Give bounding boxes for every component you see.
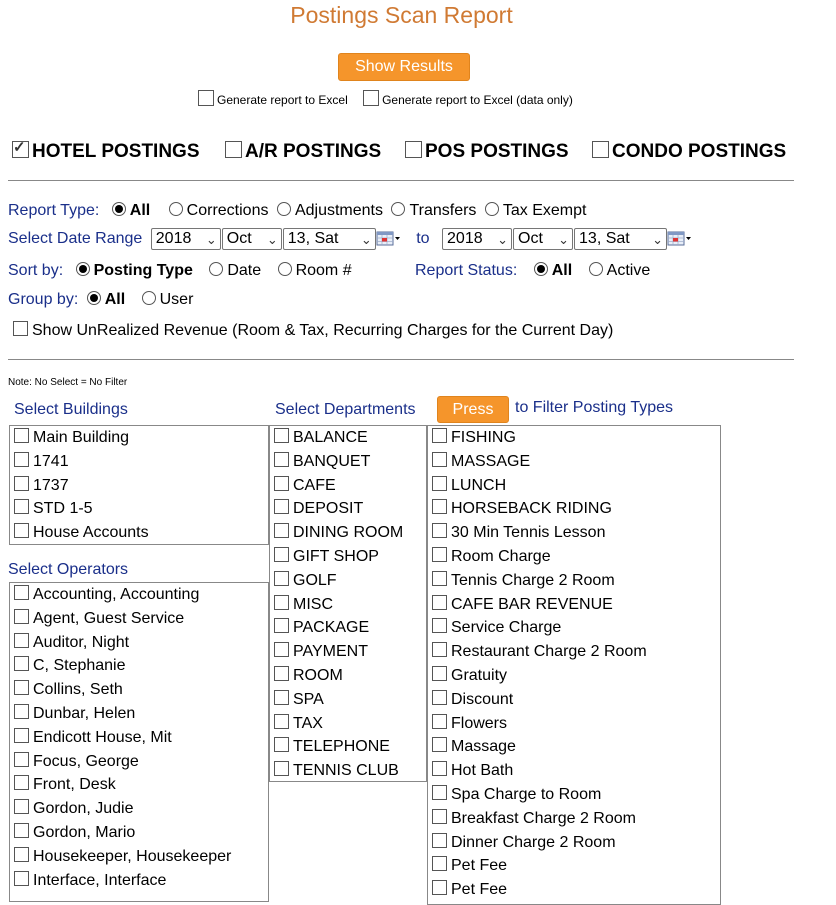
list-item-checkbox[interactable] <box>14 823 29 838</box>
list-item-label: CAFE BAR REVENUE <box>451 595 613 613</box>
list-item-checkbox[interactable] <box>14 728 29 743</box>
list-item-label: Auditor, Night <box>33 633 130 651</box>
list-item[interactable] <box>270 735 426 759</box>
from-month-select[interactable]: Oct ⌄ <box>222 228 282 250</box>
list-item[interactable] <box>270 664 426 688</box>
list-item[interactable] <box>270 616 426 640</box>
from-year-select[interactable]: 2018 ⌄ <box>151 228 221 250</box>
list-item-checkbox[interactable] <box>432 547 447 562</box>
list-item-checkbox[interactable] <box>14 476 29 491</box>
list-item-checkbox[interactable] <box>432 833 447 848</box>
list-item-label: Discount <box>451 690 514 708</box>
list-item-checkbox[interactable] <box>274 476 289 491</box>
list-item[interactable] <box>428 664 720 688</box>
report-type-all[interactable]: All <box>112 202 150 219</box>
report-status-label: Report Status: <box>415 262 518 279</box>
list-item[interactable] <box>270 545 426 569</box>
list-item-label: TAX <box>293 714 323 732</box>
list-item-checkbox[interactable] <box>432 690 447 705</box>
list-item[interactable] <box>428 783 720 807</box>
list-item[interactable] <box>270 569 426 593</box>
list-item-label: Housekeeper, Housekeeper <box>33 847 232 865</box>
radio-transfers[interactable] <box>391 202 405 216</box>
list-item-label: BALANCE <box>293 429 368 446</box>
radio-room[interactable] <box>278 262 292 276</box>
list-item[interactable] <box>10 702 268 726</box>
list-item-label: GIFT SHOP <box>293 547 379 565</box>
list-item-label: MASSAGE <box>451 452 531 470</box>
list-item-checkbox[interactable] <box>432 428 447 443</box>
list-item-checkbox[interactable] <box>14 704 29 719</box>
unrealized-checkbox[interactable] <box>13 321 28 336</box>
pos-postings-option[interactable]: POS POSTINGS <box>405 141 569 163</box>
list-item-checkbox[interactable] <box>432 761 447 776</box>
hotel-postings-checkbox[interactable] <box>12 141 29 158</box>
list-item[interactable] <box>10 631 268 655</box>
hotel-postings-option[interactable]: ✓HOTEL POSTINGS <box>12 141 200 163</box>
list-item-checkbox[interactable] <box>274 452 289 467</box>
list-item[interactable] <box>10 583 268 607</box>
radio-posting-type[interactable] <box>76 262 90 276</box>
list-item-label: HORSEBACK RIDING <box>451 500 612 518</box>
chevron-down-icon: ⌄ <box>205 232 217 247</box>
divider <box>8 180 794 181</box>
report-type-tax-exempt[interactable]: Tax Exempt <box>485 202 587 219</box>
list-item-checkbox[interactable] <box>432 476 447 491</box>
list-item-label: Pet Fee <box>451 881 508 899</box>
excel-data-only-checkbox[interactable] <box>363 90 379 106</box>
list-item-label: Collins, Seth <box>33 681 123 699</box>
list-item-label: Agent, Guest Service <box>33 609 185 627</box>
list-item-label: DEPOSIT <box>293 500 364 518</box>
sort-by-label: Sort by: <box>8 262 64 279</box>
list-item[interactable] <box>428 688 720 712</box>
list-item[interactable] <box>428 593 720 617</box>
report-type-transfers[interactable]: Transfers <box>391 202 476 219</box>
list-item-label: Massage <box>451 738 516 756</box>
list-item[interactable] <box>428 831 720 855</box>
to-day-select[interactable]: 13, Sat ⌄ <box>574 228 667 250</box>
list-item-checkbox[interactable] <box>274 642 289 657</box>
list-item[interactable] <box>10 869 268 893</box>
list-item-checkbox[interactable] <box>274 737 289 752</box>
list-item[interactable] <box>10 845 268 869</box>
list-item-label: 1741 <box>33 452 69 470</box>
list-item-checkbox[interactable] <box>432 856 447 871</box>
divider <box>8 359 794 360</box>
report-type-corrections[interactable]: Corrections <box>169 202 269 219</box>
radio-all[interactable] <box>112 202 126 216</box>
list-item[interactable] <box>10 821 268 845</box>
group-all[interactable]: All <box>87 291 125 308</box>
chevron-down-icon: ⌄ <box>558 232 570 247</box>
radio-date[interactable] <box>209 262 223 276</box>
group-by-label: Group by: <box>8 291 79 308</box>
list-item[interactable] <box>10 678 268 702</box>
condo-postings-option[interactable]: CONDO POSTINGS <box>592 141 786 163</box>
list-item-checkbox[interactable] <box>14 775 29 790</box>
list-item-checkbox[interactable] <box>432 452 447 467</box>
list-item-checkbox[interactable] <box>432 571 447 586</box>
to-year-select[interactable]: 2018 ⌄ <box>442 228 512 250</box>
list-item[interactable] <box>270 497 426 521</box>
date-range-label: Select Date Range <box>8 230 143 247</box>
list-item-label: House Accounts <box>33 524 149 542</box>
list-item-label: Service Charge <box>451 619 562 637</box>
list-item-label: MISC <box>293 595 333 613</box>
pos-postings-checkbox[interactable] <box>405 141 422 158</box>
radio-group-user[interactable] <box>142 291 156 305</box>
list-item-label: Endicott House, Mit <box>33 728 172 746</box>
list-item-checkbox[interactable] <box>274 761 289 776</box>
list-item[interactable] <box>10 474 268 498</box>
list-item-checkbox[interactable] <box>14 609 29 624</box>
list-item[interactable] <box>428 735 720 759</box>
postings-selector <box>12 141 812 165</box>
list-item-checkbox[interactable] <box>274 499 289 514</box>
excel-option[interactable]: Generate report to Excel <box>198 93 348 107</box>
list-item[interactable] <box>270 688 426 712</box>
list-item-label: LUNCH <box>451 476 507 494</box>
calendar-icon[interactable] <box>376 231 400 247</box>
list-item-label: Restaurant Charge 2 Room <box>451 643 647 661</box>
list-item-checkbox[interactable] <box>274 690 289 705</box>
sort-posting-type[interactable]: Posting Type <box>76 262 193 279</box>
chevron-down-icon: ⌄ <box>497 232 509 247</box>
buildings-list[interactable] <box>9 425 269 545</box>
sort-by-row <box>8 262 352 280</box>
list-item-checkbox[interactable] <box>274 595 289 610</box>
list-item-checkbox[interactable] <box>432 785 447 800</box>
list-item-checkbox[interactable] <box>432 499 447 514</box>
list-item-checkbox[interactable] <box>14 499 29 514</box>
list-item-checkbox[interactable] <box>14 633 29 648</box>
list-item[interactable] <box>10 450 268 474</box>
list-item[interactable] <box>428 521 720 545</box>
list-item-label: Room Charge <box>451 547 551 565</box>
list-item-checkbox[interactable] <box>432 642 447 657</box>
chevron-down-icon: ⌄ <box>266 232 278 247</box>
chevron-down-icon: ⌄ <box>360 232 372 247</box>
list-item-checkbox[interactable] <box>274 523 289 538</box>
list-item[interactable] <box>428 426 720 450</box>
list-item[interactable] <box>10 497 268 521</box>
list-item-checkbox[interactable] <box>274 618 289 633</box>
list-item-label: Breakfast Charge 2 Room <box>451 809 636 827</box>
list-item[interactable] <box>428 854 720 878</box>
list-item-checkbox[interactable] <box>274 714 289 729</box>
list-item-checkbox[interactable] <box>432 714 447 729</box>
list-item-label: Accounting, Accounting <box>33 586 200 603</box>
list-item-label: Interface, Interface <box>33 871 167 889</box>
list-item-checkbox[interactable] <box>432 809 447 824</box>
list-item-label: SPA <box>293 690 324 708</box>
group-user[interactable]: User <box>142 291 194 308</box>
excel-options <box>198 90 585 107</box>
list-item-checkbox[interactable] <box>14 847 29 862</box>
ar-postings-option[interactable]: A/R POSTINGS <box>225 141 381 163</box>
list-item-checkbox[interactable] <box>274 571 289 586</box>
filter-note: Note: No Select = No Filter <box>8 377 128 388</box>
list-item[interactable] <box>10 750 268 774</box>
radio-status-all[interactable] <box>534 262 548 276</box>
list-item-label: Hot Bath <box>451 762 514 780</box>
list-item[interactable] <box>270 759 426 782</box>
posting-types-list[interactable] <box>427 425 721 905</box>
from-day-select[interactable]: 13, Sat ⌄ <box>283 228 376 250</box>
buildings-header: Select Buildings <box>14 401 128 418</box>
chevron-down-icon: ⌄ <box>652 232 664 247</box>
status-active[interactable]: Active <box>589 262 651 279</box>
list-item-label: Front, Desk <box>33 776 116 794</box>
list-item-label: Spa Charge to Room <box>451 785 602 803</box>
list-item[interactable] <box>10 607 268 631</box>
list-item-label: Main Building <box>33 429 130 446</box>
list-item-checkbox[interactable] <box>14 799 29 814</box>
list-item-label: BANQUET <box>293 452 371 470</box>
list-item[interactable] <box>10 726 268 750</box>
list-item-label: Flowers <box>451 714 508 732</box>
list-item-label: DINING ROOM <box>293 524 404 542</box>
list-item-label: 1737 <box>33 476 69 494</box>
excel-checkbox[interactable] <box>198 90 214 106</box>
list-item-label: C, Stephanie <box>33 657 126 675</box>
list-item-checkbox[interactable] <box>14 523 29 538</box>
list-item[interactable] <box>428 474 720 498</box>
page-title: Postings Scan Report <box>290 2 513 28</box>
list-item-label: Gratuity <box>451 666 508 684</box>
list-item-label: Gordon, Judie <box>33 800 134 818</box>
list-item-label: 30 Min Tennis Lesson <box>451 524 606 542</box>
list-item[interactable] <box>270 521 426 545</box>
condo-postings-checkbox[interactable] <box>592 141 609 158</box>
show-results-button[interactable]: Show Results <box>338 53 470 81</box>
list-item[interactable] <box>428 878 720 902</box>
list-item-label: FISHING <box>451 429 516 446</box>
list-item[interactable] <box>10 654 268 678</box>
list-item-checkbox[interactable] <box>14 452 29 467</box>
departments-list[interactable] <box>269 425 427 782</box>
list-item[interactable] <box>428 569 720 593</box>
list-item-label: TENNIS CLUB <box>293 762 399 780</box>
date-range-row <box>8 228 691 250</box>
list-item[interactable] <box>10 521 268 545</box>
list-item[interactable] <box>270 712 426 736</box>
operators-list[interactable] <box>9 582 269 902</box>
calendar-icon[interactable] <box>667 231 691 247</box>
list-item-label: Dinner Charge 2 Room <box>451 833 616 851</box>
list-item-label: ROOM <box>293 666 343 684</box>
list-item-label: TELEPHONE <box>293 738 390 756</box>
sort-date[interactable]: Date <box>209 262 261 279</box>
list-item[interactable] <box>428 807 720 831</box>
list-item-checkbox[interactable] <box>432 666 447 681</box>
filter-posting-types-label: to Filter Posting Types <box>515 399 673 416</box>
sort-room[interactable]: Room # <box>278 262 352 279</box>
radio-corrections[interactable] <box>169 202 183 216</box>
report-type-adjustments[interactable]: Adjustments <box>277 202 383 219</box>
list-item-label: Focus, George <box>33 752 139 770</box>
report-type-label: Report Type: <box>8 202 100 219</box>
list-item-label: GOLF <box>293 571 337 589</box>
list-item-checkbox[interactable] <box>432 523 447 538</box>
list-item[interactable] <box>428 759 720 783</box>
list-item[interactable] <box>270 450 426 474</box>
list-item[interactable] <box>10 773 268 797</box>
list-item-checkbox[interactable] <box>432 618 447 633</box>
list-item[interactable] <box>270 474 426 498</box>
to-label: to <box>416 230 430 247</box>
list-item-checkbox[interactable] <box>274 547 289 562</box>
list-item[interactable] <box>428 640 720 664</box>
list-item-label: Pet Fee <box>451 857 508 875</box>
list-item[interactable] <box>428 545 720 569</box>
operators-header: Select Operators <box>8 561 129 578</box>
list-item-label: PACKAGE <box>293 619 370 637</box>
list-item[interactable] <box>428 712 720 736</box>
list-item[interactable] <box>270 593 426 617</box>
list-item-label: STD 1-5 <box>33 500 93 518</box>
status-all[interactable]: All <box>534 262 572 279</box>
list-item-label: Tennis Charge 2 Room <box>451 571 615 589</box>
list-item-checkbox[interactable] <box>14 656 29 671</box>
list-item[interactable] <box>10 797 268 821</box>
list-item[interactable] <box>428 450 720 474</box>
list-item-label: Dunbar, Helen <box>33 704 136 722</box>
radio-status-active[interactable] <box>589 262 603 276</box>
list-item-checkbox[interactable] <box>14 680 29 695</box>
list-item[interactable] <box>428 616 720 640</box>
list-item-checkbox[interactable] <box>432 595 447 610</box>
list-item-checkbox[interactable] <box>14 428 29 443</box>
radio-tax-exempt[interactable] <box>485 202 499 216</box>
list-item[interactable] <box>428 497 720 521</box>
report-type-row <box>8 202 586 220</box>
list-item-label: PAYMENT <box>293 643 368 661</box>
departments-header: Select Departments <box>275 401 416 418</box>
excel-data-only-option[interactable]: Generate report to Excel (data only) <box>363 93 573 107</box>
unrealized-option[interactable]: Show UnRealized Revenue (Room & Tax, Recurring Charges for the Current Day) <box>13 321 613 340</box>
ar-postings-checkbox[interactable] <box>225 141 242 158</box>
group-by-row <box>8 291 193 309</box>
list-item[interactable] <box>270 640 426 664</box>
list-item[interactable] <box>270 426 426 450</box>
list-item-checkbox[interactable] <box>432 737 447 752</box>
list-item-checkbox[interactable] <box>14 752 29 767</box>
list-item-label: CAFE <box>293 476 336 494</box>
list-item-checkbox[interactable] <box>274 428 289 443</box>
report-status-row <box>415 262 650 280</box>
radio-adjustments[interactable] <box>277 202 291 216</box>
list-item-checkbox[interactable] <box>14 585 29 600</box>
list-item-checkbox[interactable] <box>274 666 289 681</box>
radio-group-all[interactable] <box>87 291 101 305</box>
list-item-checkbox[interactable] <box>14 871 29 886</box>
list-item[interactable] <box>10 426 268 450</box>
to-month-select[interactable]: Oct ⌄ <box>513 228 573 250</box>
list-item-label: Gordon, Mario <box>33 823 136 841</box>
press-button[interactable]: Press <box>437 396 509 423</box>
